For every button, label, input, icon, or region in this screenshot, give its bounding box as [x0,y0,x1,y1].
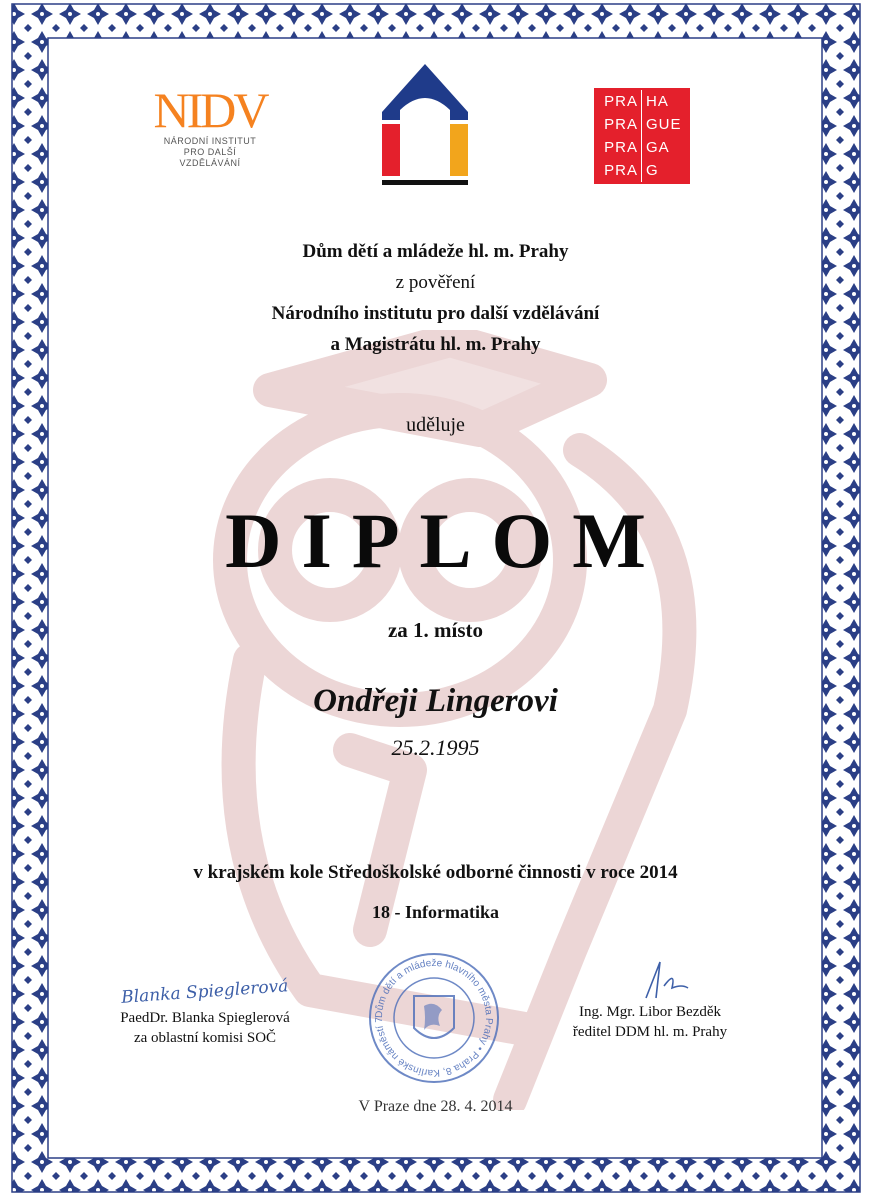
signature-left [80,976,330,1048]
recipient-name: Ondřeji Lingerovi [313,683,558,719]
nidv-logo-subtitle-3: VZDĚLÁVÁNÍ [179,158,241,168]
official-seal [366,950,502,1086]
praha-logo-cell: GUE [646,116,682,133]
signature-left-name: PaedDr. Blanka Spieglerová [120,1010,290,1026]
praha-logo-cell: PRA [594,113,642,136]
issuer-line-2: z pověření [395,272,476,293]
praha-logo [594,88,690,184]
signature-right-role: ředitel DDM hl. m. Prahy [572,1024,728,1040]
issuer-block [0,236,871,360]
praha-logo-cell: PRA [594,90,642,113]
nidv-logo-subtitle-1: NÁRODNÍ INSTITUT [163,136,257,146]
signature-right [530,958,770,1042]
nidv-logo [150,84,270,184]
issuer-line-1: Dům dětí a mládeže hl. m. Prahy [302,241,569,262]
praha-logo-cell: PRA [594,159,642,182]
nidv-logo-letters: NIDV [153,82,267,138]
praha-logo-cell: GA [646,139,670,156]
competition-description: v krajském kole Středoškolské odborné činnosti v roce 2014 [193,862,678,883]
signature-right-name: Ing. Mgr. Libor Bezděk [578,1004,722,1020]
ddm-arch-logo [380,62,470,188]
nidv-logo-subtitle-2: PRO DALŠÍ [183,147,237,157]
signature-left-role: za oblastní komisi SOČ [133,1030,277,1046]
logo-row [0,62,871,192]
signature-right-scribble [626,958,696,1002]
grant-verb: uděluje [406,414,465,436]
seal-text: Dům dětí a mládeže hlavního města Prahy • Praha 8, Karlínské náměstí 7 [373,957,495,1079]
praha-logo-cell: PRA [594,136,642,159]
placement: za 1. místo [387,618,484,642]
diploma-title: DIPLOM [225,497,666,584]
signature-left-handwriting: Blanka Spieglerová [120,976,289,1008]
recipient-birth-date: 25.2.1995 [391,735,480,760]
praha-logo-cell: G [646,162,659,179]
praha-logo-cell: HA [646,93,669,110]
issuer-line-4: a Magistrátu hl. m. Prahy [330,334,541,355]
place-and-date: V Praze dne 28. 4. 2014 [358,1098,513,1115]
issuer-line-3: Národního institutu pro další vzdělávání [271,303,600,324]
competition-category: 18 - Informatika [372,902,499,922]
